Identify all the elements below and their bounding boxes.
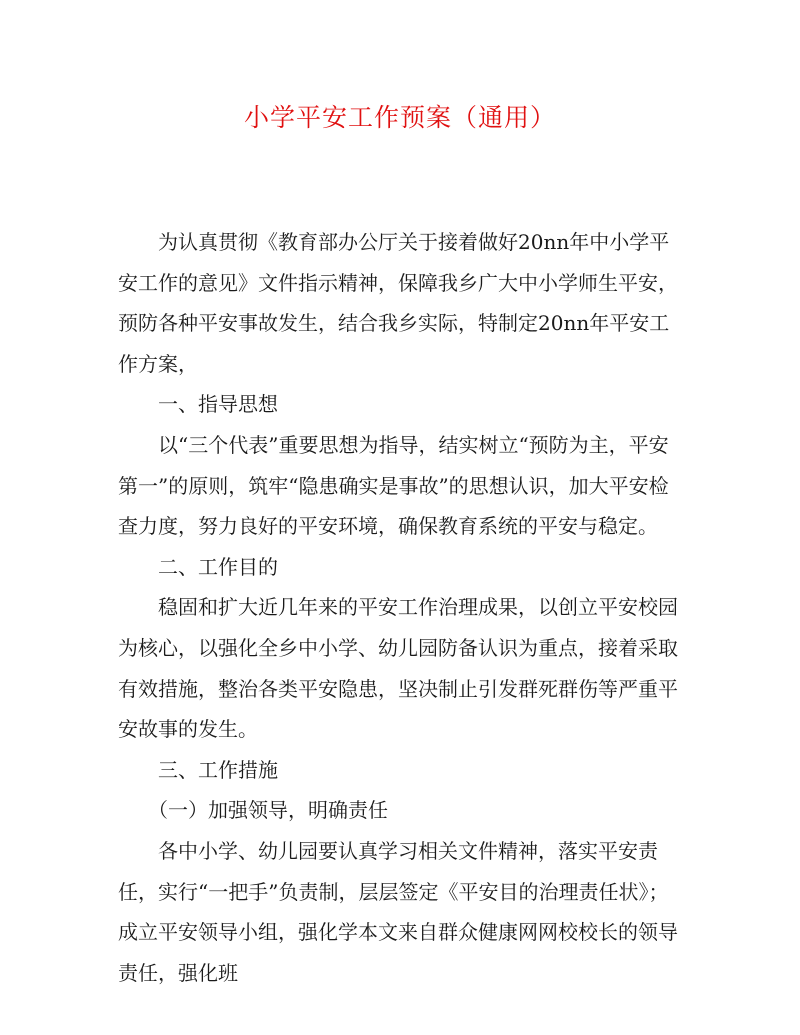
section-heading-work-goal: 二、工作目的 [158, 554, 278, 579]
subsection-heading-leadership: （一）加强领导，明确责任 [148, 798, 388, 823]
section-heading-guiding-ideology: 一、指导思想 [158, 392, 278, 417]
intro-paragraph: 为认真贯彻《教育部办公厅关于接着做好20nn年中小学平安工作的意见》文件指示精神，保障我乡广大中小学师生平安，预防各种平安事故发生，结合我乡实际，特制定20nn年平安工作方案， [118, 230, 678, 376]
document-body [118, 222, 678, 993]
guiding-ideology-paragraph: 以“三个代表”重要思想为指导，结实树立“预防为主，平安第一”的原则，筑牢“隐患确实是事故”的思想认识，加大平安检查力度，努力良好的平安环境，确保教育系统的平安与稳定。 [118, 432, 669, 539]
section-heading-work-measures: 三、工作措施 [158, 757, 278, 782]
work-goal-paragraph: 稳固和扩大近几年来的平安工作治理成果，以创立平安校园为核心，以强化全乡中小学、幼儿园防备认识为重点，接着采取有效措施，整治各类平安隐患，坚决制止引发群死群伤等严重平安故事的发生。 [118, 595, 678, 742]
document-title: 小学平安工作预案（通用） [243, 103, 556, 132]
leadership-paragraph: 各中小学、幼儿园要认真学习相关文件精神，落实平安责任，实行“一把手”负责制，层层签定《平安目的治理责任状》；成立平安领导小组，强化学本文来自群众健康网网校校长的领导责任，强化班 [118, 838, 678, 985]
